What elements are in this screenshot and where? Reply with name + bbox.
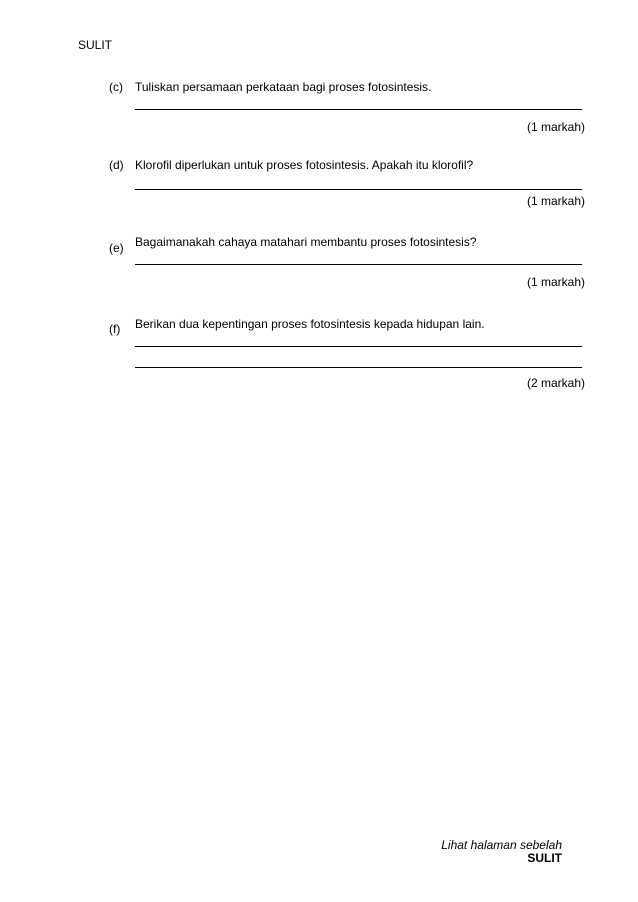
question-number: (f) xyxy=(109,322,121,336)
question-number: (c) xyxy=(109,80,123,94)
question-text: Bagaimanakah cahaya matahari membantu proses fotosintesis? xyxy=(135,235,477,249)
header-sulit-label: SULIT xyxy=(78,38,113,52)
question-text: Klorofil diperlukan untuk proses fotosintesis. Apakah itu klorofil? xyxy=(135,158,474,172)
question-text: Tuliskan persamaan perkataan bagi proses fotosintesis. xyxy=(135,80,432,94)
marks-label: (1 markah) xyxy=(526,120,585,134)
answer-line[interactable] xyxy=(135,189,582,190)
answer-line[interactable] xyxy=(135,264,582,265)
marks-label: (1 markah) xyxy=(526,275,585,289)
answer-line[interactable] xyxy=(135,367,582,368)
footer-next-page: Lihat halaman sebelah xyxy=(441,838,562,852)
footer-sulit-label: SULIT xyxy=(527,851,562,865)
question-number: (e) xyxy=(109,241,124,255)
question-number: (d) xyxy=(109,158,124,172)
answer-line[interactable] xyxy=(135,346,582,347)
question-text: Berikan dua kepentingan proses fotosintesis kepada hidupan lain. xyxy=(135,317,485,331)
marks-label: (1 markah) xyxy=(526,194,585,208)
answer-line[interactable] xyxy=(135,109,582,110)
marks-label: (2 markah) xyxy=(526,376,585,390)
